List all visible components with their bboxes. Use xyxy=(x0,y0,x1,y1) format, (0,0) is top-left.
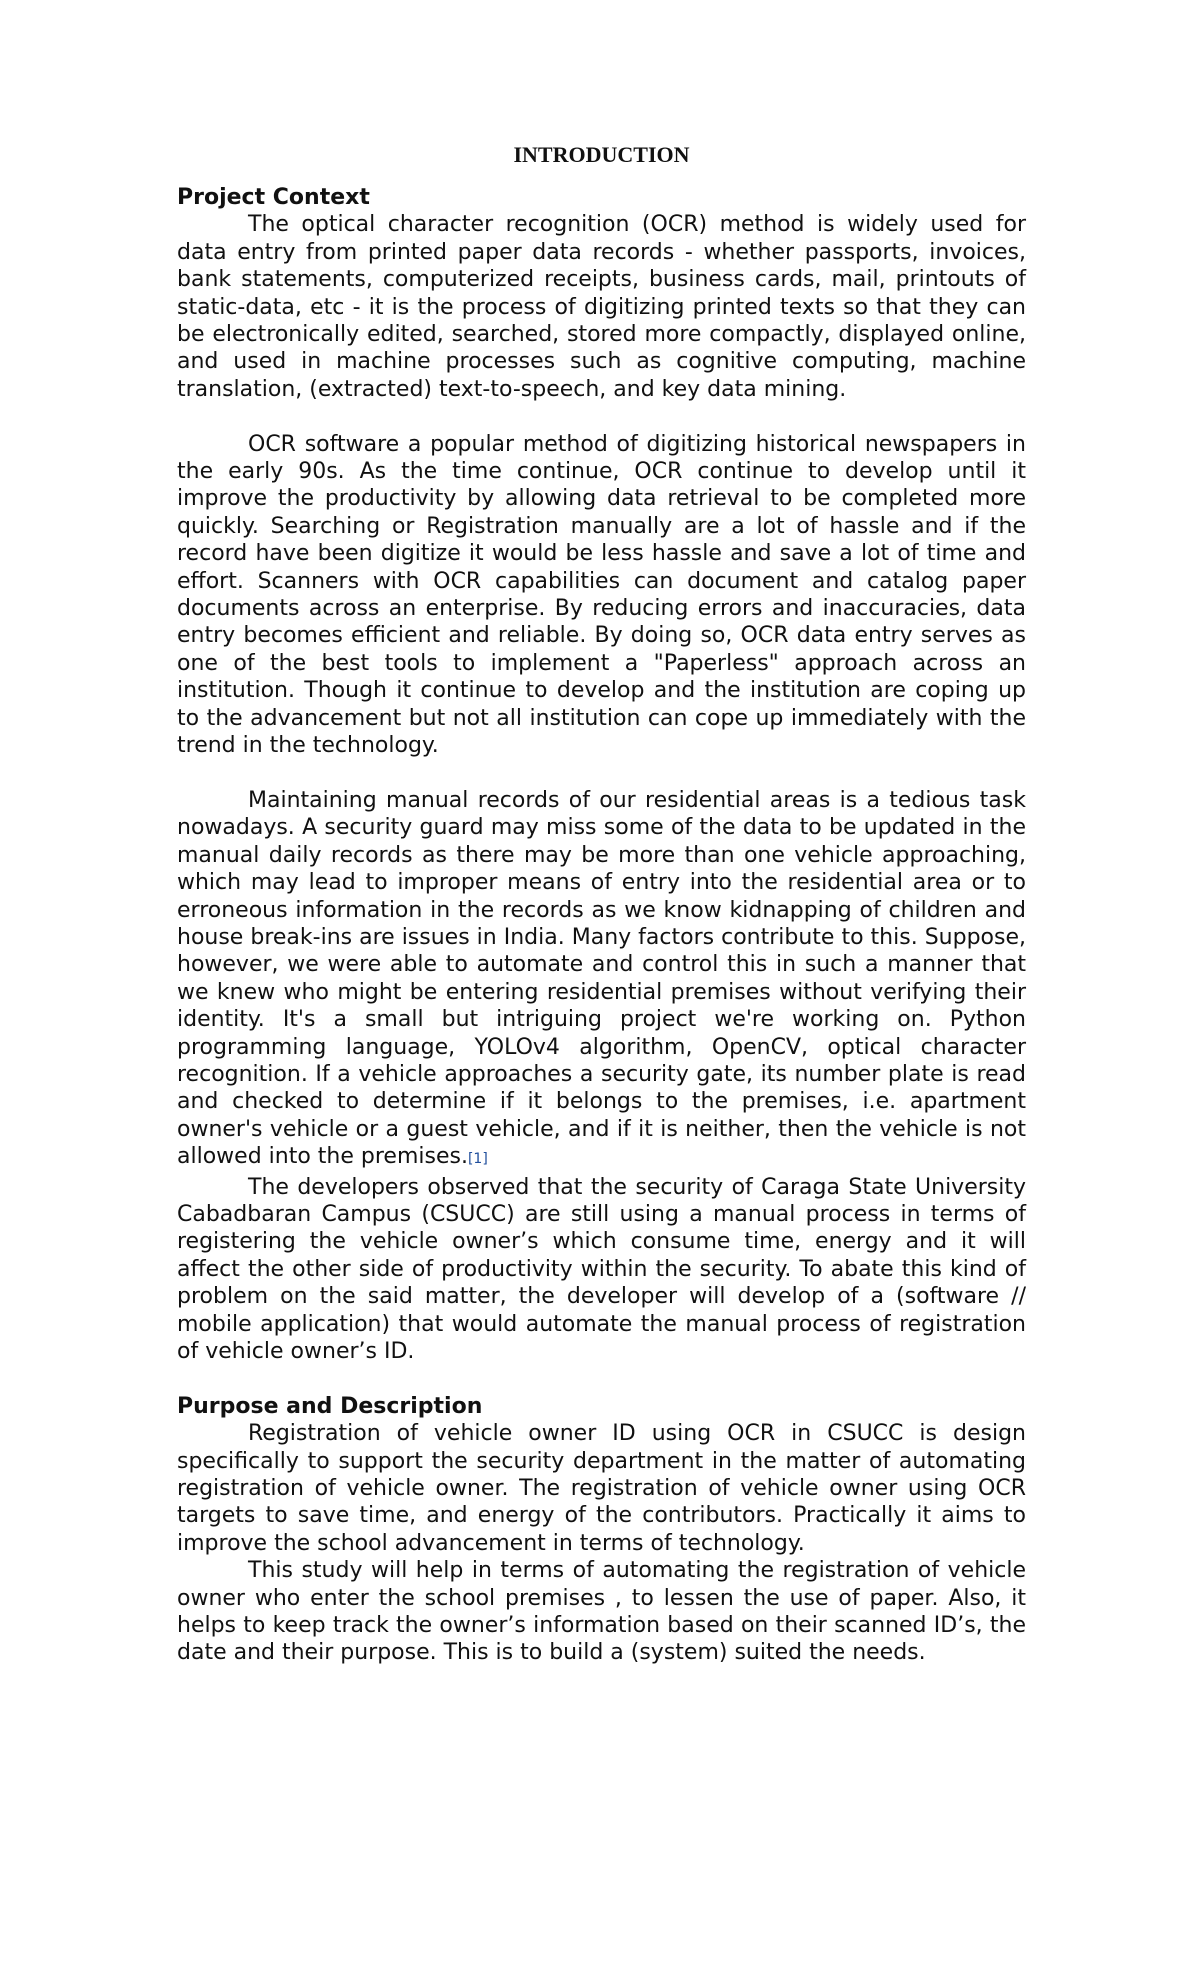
paragraph-registration-purpose: Registration of vehicle owner ID using OCR in CSUCC is design specifically to support the security department in the matter of automating registration of vehicle owner. The registration of vehicle owner using OCR targets to save time, and energy of the contributors. Practically it aims to improve the school advancement in terms of technology. xyxy=(177,1421,1026,1556)
paragraph-developers-observed: The developers observed that the security of Caraga State University Cabadbaran Campus (CSUCC) are still using a manual process in terms of registering the vehicle owner’s which consume time, energy and it will affect the other side of productivity within the security. To abate this kind of problem on the said matter, the developer will develop of a (software // mobile application) that would automate the manual process of registration of vehicle owner’s ID. xyxy=(177,1174,1026,1365)
document-body xyxy=(177,140,1026,1667)
page-title: INTRODUCTION xyxy=(513,142,690,167)
paragraph-ocr-software: OCR software a popular method of digitizing historical newspapers in the early 90s. As the time continue, OCR continue to develop until it improve the productivity by allowing data retrieval to be completed more quickly. Searching or Registration manually are a lot of hassle and if the record have been digitize it would be less hassle and save a lot of time and effort. Scanners with OCR capabilities can document and catalog paper documents across an enterprise. By reducing errors and inaccuracies, data entry becomes efficient and reliable. By doing so, OCR data entry serves as one of the best tools to implement a "Paperless" approach across an institution. Though it continue to develop and the institution are coping up to the advancement but not all institution can cope up immediately with the trend in the technology. xyxy=(177,431,1026,759)
paragraph-ocr-method: The optical character recognition (OCR) method is widely used for data entry from printed paper data records - whether passports, invoices, bank statements, computerized receipts, business cards, mail, printouts of static-data, etc - it is the process of digitizing printed texts so that they can be electronically edited, searched, stored more compactly, displayed online, and used in machine processes such as cognitive computing, machine translation, (extracted) text-to-speech, and key data mining. xyxy=(177,212,1026,402)
section-heading-project-context: Project Context xyxy=(177,185,370,210)
paragraph-manual-records-text: Maintaining manual records of our residential areas is a tedious task nowadays. A security guard may miss some of the data to be updated in the manual daily records as there may be more than one vehicle approaching, which may lead to improper means of entry into the residential area or to erroneous information in the records as we know kidnapping of children and house break-ins are issues in India. Many factors contribute to this. Suppose, however, we were able to automate and control this in such a manner that we knew who might be entering residential premises without verifying their identity. It's a small but intriguing project we're working on. Python programming language, YOLOv4 algorithm, OpenCV, optical character recognition. If a vehicle approaches a security gate, its number plate is read and checked to determine if it belongs to the premises, i.e. apartment owner's vehicle or a guest vehicle, and if it is neither, then the vehicle is not allowed into the premises. xyxy=(177,787,1026,1170)
paragraph-manual-records xyxy=(177,787,1026,1174)
section-heading-purpose-description: Purpose and Description xyxy=(177,1393,483,1419)
citation-link[interactable]: [1] xyxy=(467,1151,488,1168)
paragraph-study-help: This study will help in terms of automating the registration of vehicle owner who enter the school premises , to lessen the use of paper. Also, it helps to keep track the owner’s information based on their scanned ID’s, the date and their purpose. This is to build a (system) suited the needs. xyxy=(177,1558,1026,1666)
